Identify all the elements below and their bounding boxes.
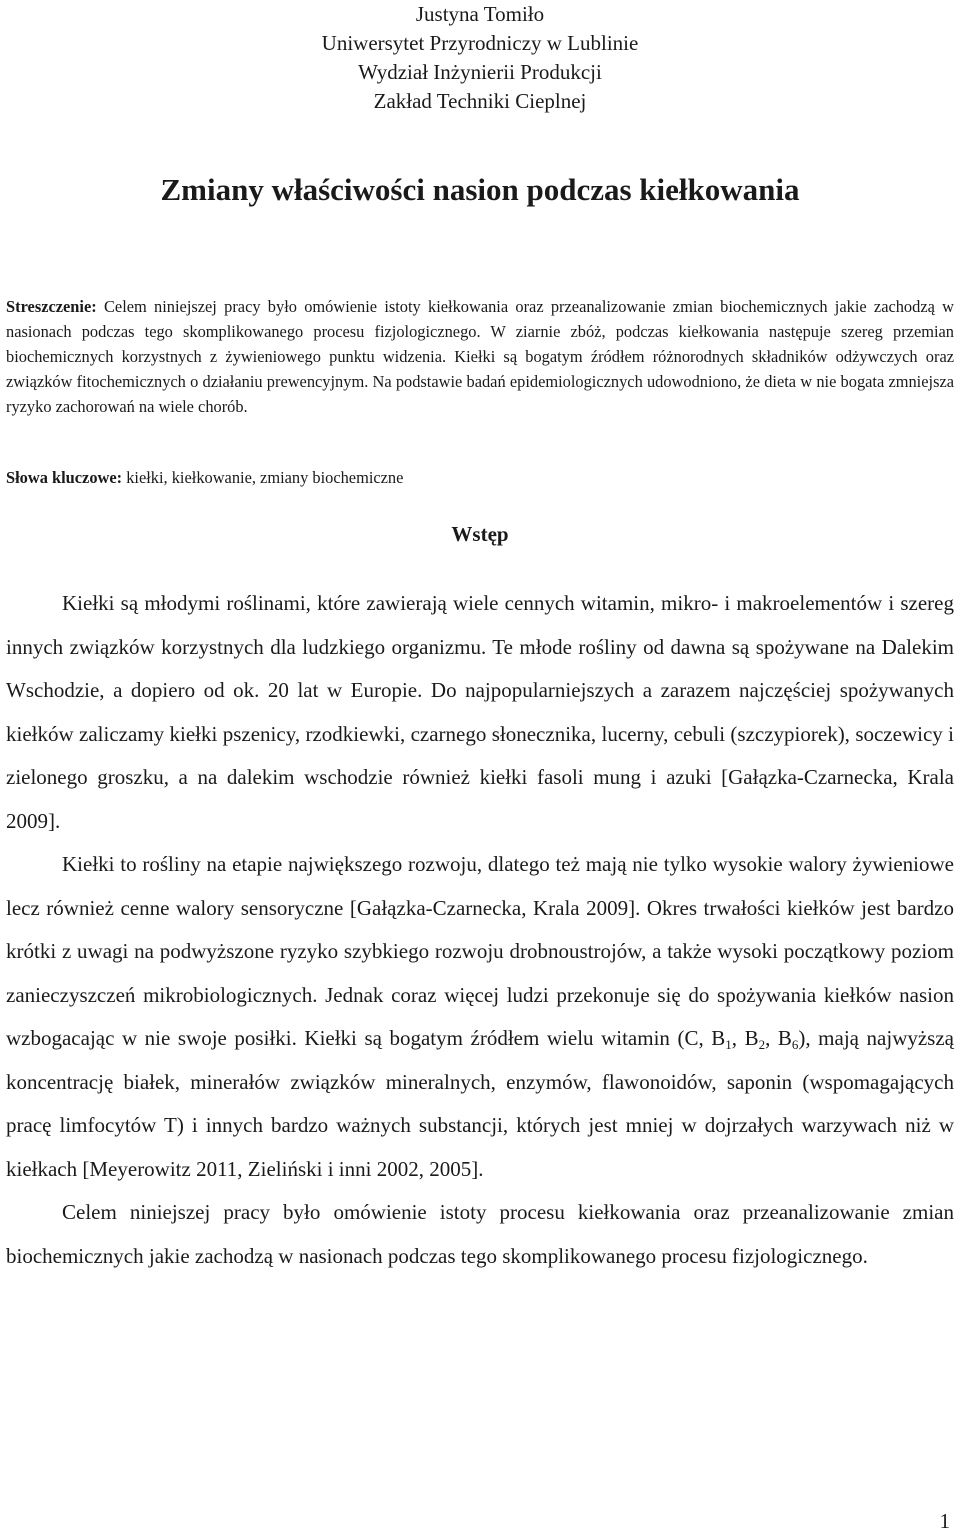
- subscript-2: 2: [758, 1037, 766, 1052]
- author-name: Justyna Tomiło: [415, 2, 545, 26]
- subscript-6: 6: [791, 1037, 799, 1052]
- page-number: 1: [939, 1509, 950, 1533]
- paragraph-2-part-3: , B: [765, 1026, 792, 1050]
- paper-title: Zmiany właściwości nasion podczas kiełkowania: [160, 172, 800, 207]
- abstract: [6, 294, 954, 419]
- paragraph-2-part-2: , B: [731, 1026, 759, 1050]
- faculty-name: Wydział Inżynierii Produkcji: [358, 60, 602, 84]
- body-text: [6, 582, 954, 1278]
- keywords-label: Słowa kluczowe:: [6, 468, 123, 487]
- paragraph-2-part-1: Kiełki to rośliny na etapie największego rozwoju, dlatego też mają nie tylko wysokie walory żywieniowe lecz również cenne walory sensoryczne [Gałązka-Czarnecka, Krala 2009]. Okres trwałości kiełków jest bardzo krótki z uwagi na podwyższone ryzyko szybkiego rozwoju drobnoustrojów, a także wysoki początkowy poziom zanieczyszczeń mikrobiologicznych. Jednak coraz więcej ludzi przekonuje się do spożywania kiełków nasion wzbogacając w nie swoje posiłki. Kiełki są bogatym źródłem wielu witamin (C, B: [6, 852, 954, 1050]
- paragraph-2-part-4: ), mają najwyższą koncentrację białek, minerałów związków mineralnych, enzymów, flawonoidów, saponin (wspomagających pracę limfocytów T) i innych bardzo ważnych substancji, których jest mniej w dojrzałych warzywach niż w kiełkach [Meyerowitz 2011, Zieliński i inni 2002, 2005].: [6, 1026, 954, 1181]
- paragraph-3: Celem niniejszej pracy było omówienie istoty procesu kiełkowania oraz przeanalizowanie zmian biochemicznych jakie zachodzą w nasionach podczas tego skomplikowanego procesu fizjologicznego.: [6, 1200, 954, 1268]
- abstract-text: Celem niniejszej pracy było omówienie istoty kiełkowania oraz przeanalizowanie zmian biochemicznych jakie zachodzą w nasionach podczas tego skomplikowanego procesu fizjologicznego. W ziarnie zbóż, podczas kiełkowania następuje szereg przemian biochemicznych korzystnych z żywieniowego punktu widzenia. Kiełki są bogatym źródłem różnorodnych składników odżywczych oraz związków fitochemicznych o działaniu prewencyjnym. Na podstawie badań epidemiologicznych udowodniono, że dieta w nie bogata zmniejsza ryzyko zachorowań na wiele chorób.: [6, 297, 954, 416]
- keywords-text: kiełki, kiełkowanie, zmiany biochemiczne: [126, 468, 404, 487]
- document-header: [0, 0, 960, 116]
- paragraph-2: [6, 843, 954, 1191]
- department-name: Zakład Techniki Cieplnej: [373, 89, 587, 113]
- subscript-1: 1: [725, 1037, 732, 1052]
- keywords: [6, 465, 954, 490]
- paragraph-1: Kiełki są młodymi roślinami, które zawierają wiele cennych witamin, mikro- i makroelementów i szereg innych związków korzystnych dla ludzkiego organizmu. Te młode rośliny od dawna są spożywane na Dalekim Wschodzie, a dopiero od ok. 20 lat w Europie. Do najpopularniejszych a zarazem najczęściej spożywanych kiełków zaliczamy kiełki pszenicy, rzodkiewki, czarnego słonecznika, lucerny, cebuli (szczypiorek), soczewicy i zielonego groszku, a na dalekim wschodzie również kiełki fasoli mung i azuki [Gałązka-Czarnecka, Krala 2009].: [6, 591, 954, 833]
- abstract-label: Streszczenie:: [6, 297, 97, 316]
- section-heading: Wstęp: [451, 522, 509, 546]
- university-name: Uniwersytet Przyrodniczy w Lublinie: [321, 31, 639, 55]
